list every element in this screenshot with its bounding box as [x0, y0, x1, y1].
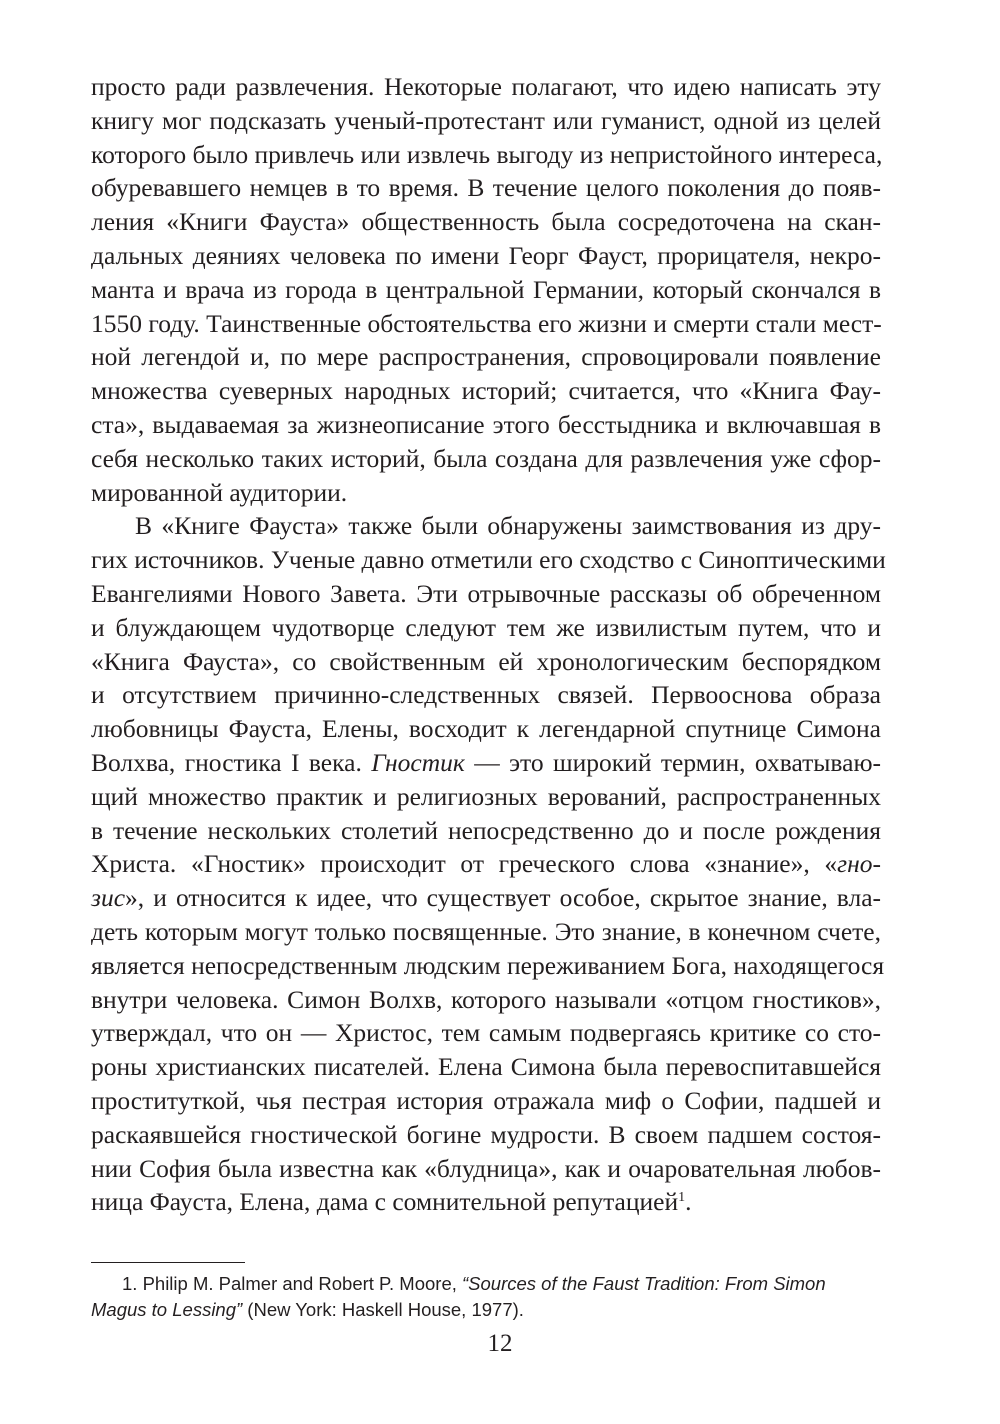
paragraph-1: [91, 70, 881, 509]
footnote-authors: 1. Philip M. Palmer and Robert P. Moore,: [122, 1273, 463, 1294]
text-run: », и относится к идее, что существует особое, скрытое знание, вла-: [125, 883, 881, 913]
text-line: гих источников. Ученые давно отметили его сходство с Синоптическими: [91, 545, 886, 575]
text-line: раскаявшейся гностической богине мудрости. В своем падшем состоя-: [91, 1119, 881, 1149]
text-line: [91, 847, 881, 881]
text-line: любовницы Фауста, Елены, восходит к легендарной спутнице Симона: [91, 714, 881, 744]
text-line: и отсутствием причинно-следственных связей. Первооснова образа: [91, 680, 881, 710]
text-line: деть которым могут только посвященные. Это знание, в конечном счете,: [91, 916, 881, 946]
text-line: внутри человека. Симон Волхв, которого называли «отцом гностиков»,: [91, 984, 881, 1014]
text-line: себя несколько таких историй, была создана для развлечения уже сфор-: [91, 443, 881, 473]
main-text: [91, 70, 886, 1219]
italic-term: зис: [91, 883, 126, 913]
text-line: книгу мог подсказать ученый-протестант или гуманист, одной из целей: [91, 105, 881, 135]
footnote-reference[interactable]: 1: [678, 1190, 686, 1206]
text-line: мированной аудитории.: [91, 477, 348, 507]
text-line: является непосредственным людским переживанием Бога, находящегося: [91, 950, 885, 980]
footnote-line: [91, 1271, 881, 1297]
text-line: роны христианских писателей. Елена Симона была перевоспитавшейся: [91, 1052, 881, 1082]
text-line: «Книга Фауста», со свойственным ей хронологическим беспорядком: [91, 646, 881, 676]
text-line: ления «Книги Фауста» общественность была сосредоточена на скан-: [91, 207, 881, 237]
text-line: просто ради развлечения. Некоторые полагают, что идею написать эту: [91, 72, 881, 101]
text-line: и блуждающем чудотворце следуют тем же извилистым путем, что и: [91, 612, 881, 642]
text-line: утверждал, что он — Христос, тем самым подвергаясь критике со сто-: [91, 1018, 881, 1048]
text-run: ница Фауста, Елена, дама с сомнительной репутацией: [91, 1187, 679, 1217]
text-line: которого было привлечь или извлечь выгоду из непристойного интереса,: [91, 139, 883, 169]
footnote: [91, 1271, 881, 1323]
paragraph-2: [91, 509, 886, 1219]
text-line: В «Книге Фауста» также были обнаружены заимствования из дру-: [135, 511, 881, 541]
text-line: дальных деяниях человека по имени Георг Фауст, прорицателя, некро-: [91, 240, 881, 270]
text-run: Волхва, гностика I века.: [91, 747, 362, 777]
text-run: .: [685, 1187, 692, 1217]
text-line: проституткой, чья пестрая история отражала миф о Софии, падшей и: [91, 1085, 881, 1115]
text-line: [91, 1185, 881, 1219]
text-line: ной легендой и, по мере распространения, спровоцировали появление: [91, 342, 881, 372]
text-line: обуревавшего немцев в то время. В течение целого поколения до появ-: [91, 173, 881, 203]
text-line: [91, 881, 881, 915]
footnote-line: [91, 1297, 881, 1323]
text-line: множества суеверных народных историй; считается, что «Книга Фау-: [91, 376, 881, 406]
text-line: манта и врача из города в центральной Германии, который скончался в: [91, 274, 881, 304]
text-run: Христа. «Гностик» происходит от греческого слова «знание», «: [91, 849, 838, 879]
text-line: ста», выдаваемая за жизнеописание этого бесстыдника и включавшая в: [91, 409, 881, 439]
text-line: щий множество практик и религиозных верований, распространенных: [91, 781, 881, 811]
footnote-title: Magus to Lessing”: [91, 1299, 243, 1320]
text-line: [91, 746, 881, 780]
text-line: нии София была известна как «блудница», как и очаровательная любов-: [91, 1153, 881, 1183]
footnote-publication: (New York: Haskell House, 1977).: [242, 1299, 524, 1320]
text-line: Евангелиями Нового Завета. Эти отрывочные рассказы об обреченном: [91, 578, 881, 608]
text-line: 1550 году. Таинственные обстоятельства его жизни и смерти стали мест-: [91, 308, 882, 338]
text-run: — это широкий термин, охватываю-: [464, 747, 881, 777]
footnote-title: “Sources of the Faust Tradition: From Simon: [462, 1273, 826, 1294]
italic-term: Гностик: [371, 747, 465, 777]
page-number: 12: [487, 1330, 513, 1357]
footnote-divider: [91, 1262, 245, 1263]
text-line: в течение нескольких столетий непосредственно до и после рождения: [91, 815, 881, 845]
italic-term: гно-: [837, 849, 881, 879]
